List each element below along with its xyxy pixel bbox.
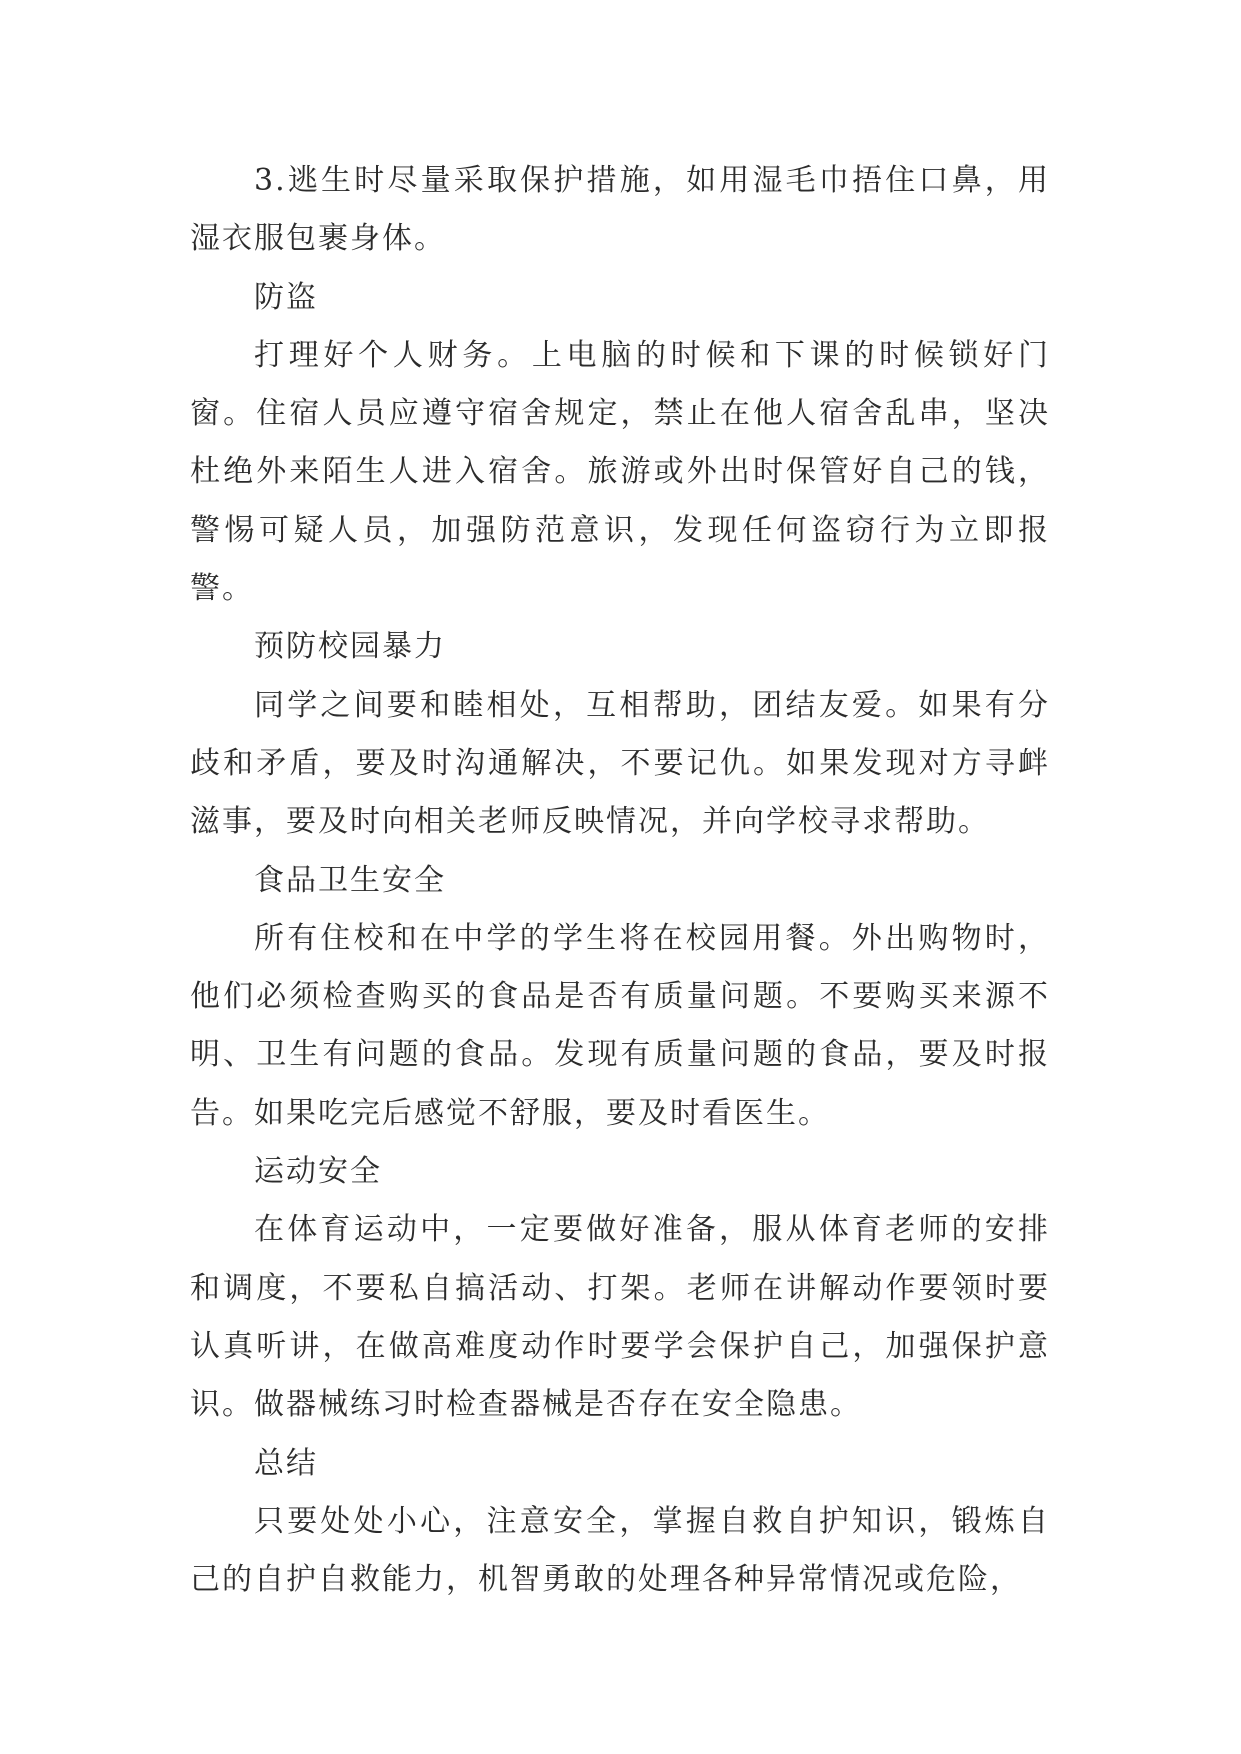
- document-body: [190, 152, 1050, 1609]
- section-heading-sports-safety: 运动安全: [254, 1154, 382, 1190]
- section-heading-summary: 总结: [254, 1445, 318, 1481]
- paragraph-sports-safety: 在体育运动中，一定要做好准备，服从体育老师的安排和调度，不要私自搞活动、打架。老师在讲解动作要领时要认真听讲，在做高难度动作时要学会保护自己，加强保护意识。做器械练习时检查器械是否存在安全隐患。: [190, 1212, 1050, 1423]
- section-heading-campus-violence: 预防校园暴力: [254, 629, 446, 665]
- section-heading-food-safety: 食品卫生安全: [254, 862, 446, 898]
- paragraph-summary: 只要处处小心，注意安全，掌握自救自护知识，锻炼自己的自护自救能力，机智勇敢的处理各种异常情况或危险，: [190, 1503, 1050, 1598]
- paragraph-food-safety: 所有住校和在中学的学生将在校园用餐。外出购物时，他们必须检查购买的食品是否有质量问题。不要购买来源不明、卫生有问题的食品。发现有质量问题的食品，要及时报告。如果吃完后感觉不舒服，要及时看医生。: [190, 920, 1050, 1131]
- paragraph-fire-escape-tip: 3.逃生时尽量采取保护措施，如用湿毛巾捂住口鼻，用湿衣服包裹身体。: [190, 163, 1050, 257]
- paragraph-campus-violence: 同学之间要和睦相处，互相帮助，团结友爱。如果有分歧和矛盾，要及时沟通解决，不要记仇。如果发现对方寻衅滋事，要及时向相关老师反映情况，并向学校寻求帮助。: [190, 687, 1050, 840]
- section-heading-theft-prevention: 防盗: [254, 279, 318, 315]
- paragraph-theft-prevention: 打理好个人财务。上电脑的时候和下课的时候锁好门窗。住宿人员应遵守宿舍规定，禁止在他人宿舍乱串，坚决杜绝外来陌生人进入宿舍。旅游或外出时保管好自己的钱，警惕可疑人员，加强防范意识，发现任何盗窃行为立即报警。: [190, 337, 1050, 607]
